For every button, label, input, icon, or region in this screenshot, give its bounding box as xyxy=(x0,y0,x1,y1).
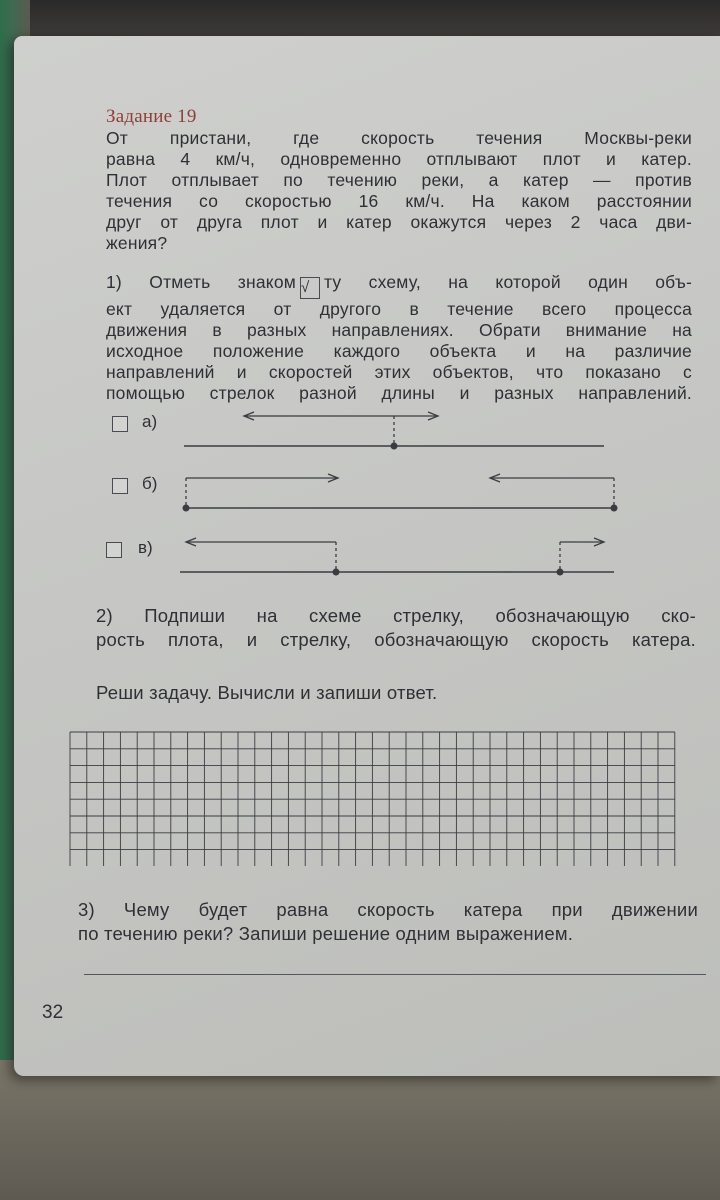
scheme-c-left-point xyxy=(333,569,340,576)
part2-line: рость плота, и стрелку, обозначающую скорость катера. xyxy=(96,629,696,650)
part1-line1-after: ту схему, на которой один объ- xyxy=(323,272,692,292)
part3-line: по течению реки? Запиши решение одним выражением. xyxy=(78,923,574,944)
checkmark-sample-icon: √ xyxy=(300,277,320,299)
task-line: равна 4 км/ч, одновременно отплывают плот и катер. xyxy=(106,149,692,169)
scheme-b-diagram xyxy=(174,466,624,516)
option-c-checkbox[interactable] xyxy=(106,542,122,558)
task-line: жения? xyxy=(106,233,168,253)
scheme-a-diagram xyxy=(174,406,614,456)
task-line: Плот отплывает по течению реки, а катер — против xyxy=(106,170,692,190)
part1-line: помощью стрелок разной длины и разных направлений. xyxy=(106,383,692,403)
task-line: течения со скоростью 16 км/ч. На каком расстоянии xyxy=(106,191,692,211)
scheme-a-start-point xyxy=(391,443,398,450)
task-line: От пристани, где скорость течения Москвы-реки xyxy=(106,128,692,148)
part2-instructions xyxy=(96,604,696,652)
part1-instructions xyxy=(106,272,692,404)
option-c-label: в) xyxy=(138,538,153,557)
part1-line: направлений и скоростей этих объектов, что показано с xyxy=(106,362,692,382)
background-table xyxy=(0,1060,720,1200)
scheme-b-left-point xyxy=(183,505,190,512)
solve-instruction: Реши задачу. Вычисли и запиши ответ. xyxy=(96,682,438,703)
option-a-label: а) xyxy=(142,412,158,431)
answer-line[interactable] xyxy=(84,974,706,975)
part1-line1-before: 1) Отметь знаком xyxy=(106,272,296,292)
scheme-c-diagram xyxy=(174,530,624,580)
task-line: друг от друга плот и катер окажутся через 2 часа дви- xyxy=(106,212,692,232)
part3-instructions xyxy=(78,898,698,946)
page-number: 32 xyxy=(42,1002,64,1023)
part1-line xyxy=(106,272,692,299)
task-statement xyxy=(106,128,692,254)
part3-line: 3) Чему будет равна скорость катера при движении xyxy=(78,899,698,920)
task-title: Задание 19 xyxy=(106,106,197,127)
part1-line: ект удаляется от другого в течение всего процесса xyxy=(106,299,692,319)
option-a-checkbox[interactable] xyxy=(112,416,128,432)
part1-line: исходное положение каждого объекта и на различие xyxy=(106,341,692,361)
option-b-label: б) xyxy=(142,474,158,493)
part2-line: 2) Подпиши на схеме стрелку, обозначающую ско- xyxy=(96,605,696,626)
scheme-b-right-point xyxy=(611,505,618,512)
answer-grid[interactable] xyxy=(66,730,686,866)
scheme-c-right-point xyxy=(557,569,564,576)
part1-line: движения в разных направлениях. Обрати внимание на xyxy=(106,320,692,340)
workbook-page xyxy=(14,36,720,1076)
option-b-checkbox[interactable] xyxy=(112,478,128,494)
